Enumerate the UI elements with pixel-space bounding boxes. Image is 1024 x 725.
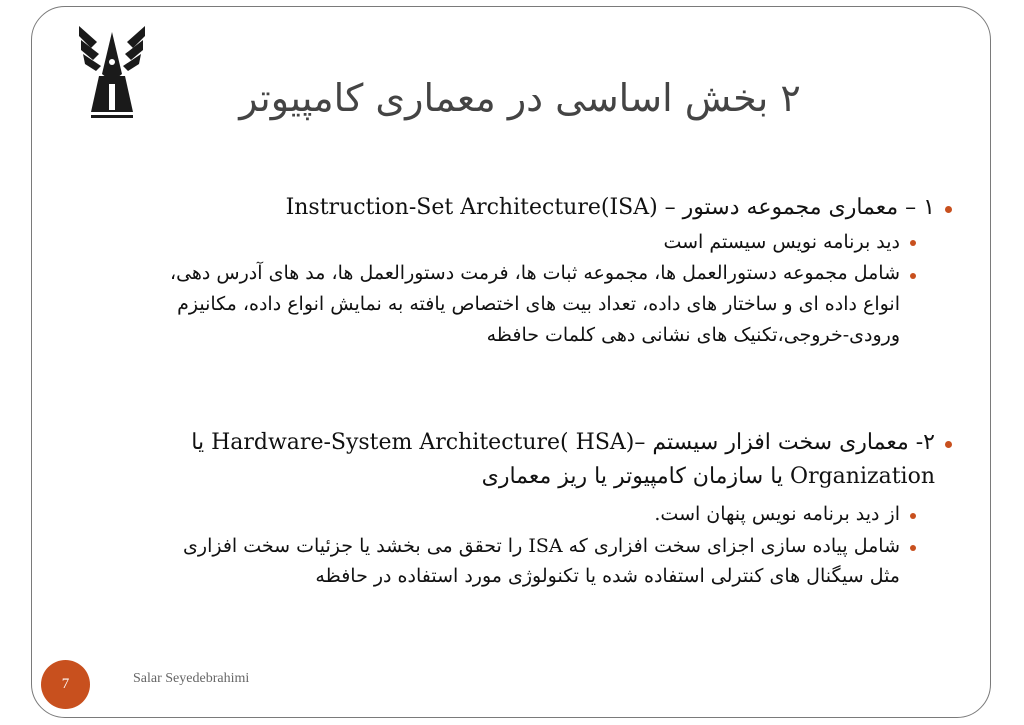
slide-title: ۲ بخش اساسی در معماری کامپیوتر xyxy=(239,76,801,120)
page-number-badge: 7 xyxy=(41,660,90,709)
section1-sub1: دید برنامه نویس سیستم است xyxy=(663,231,900,253)
bullet-icon xyxy=(910,513,916,519)
section1-heading: ۱ – معماری مجموعه دستور – Instruction-Set Architecture(ISA) xyxy=(285,195,935,220)
bullet-icon xyxy=(945,206,952,213)
bullet-icon xyxy=(945,441,952,448)
bullet-icon xyxy=(910,240,916,246)
university-emblem-icon xyxy=(77,24,147,124)
footer-author: Salar Seyedebrahimi xyxy=(133,671,250,686)
bullet-icon xyxy=(910,273,916,279)
section2-sub2-line2: مثل سیگنال های کنترلی استفاده شده یا تکنولوژی مورد استفاده در حافظه xyxy=(315,565,900,587)
section1-sub2-line3: ورودی-خروجی،تکنیک های نشانی دهی کلمات حافظه xyxy=(486,324,900,346)
section2-sub2-line1: شامل پیاده سازی اجزای سخت افزاری که ISA را تحقق می بخشد یا جزئیات سخت افزاری xyxy=(183,535,900,557)
section2-heading-line1: ۲- معماری سخت افزار سیستم –Hardware-System Architecture( HSA) یا xyxy=(191,430,935,455)
section2-sub1: از دید برنامه نویس پنهان است. xyxy=(654,503,900,525)
section2-heading-line2: Organization یا سازمان کامپیوتر یا ریز معماری xyxy=(481,464,935,489)
section1-sub2-line2: انواع داده ای و ساختار های داده، تعداد بیت های اختصاص یافته به نمایش انواع داده، مکانیزم xyxy=(177,293,900,315)
bullet-icon xyxy=(910,545,916,551)
section1-sub2-line1: شامل مجموعه دستورالعمل ها، مجموعه ثبات ها، فرمت دستورالعمل ها، مد های آدرس دهی، xyxy=(169,262,900,284)
